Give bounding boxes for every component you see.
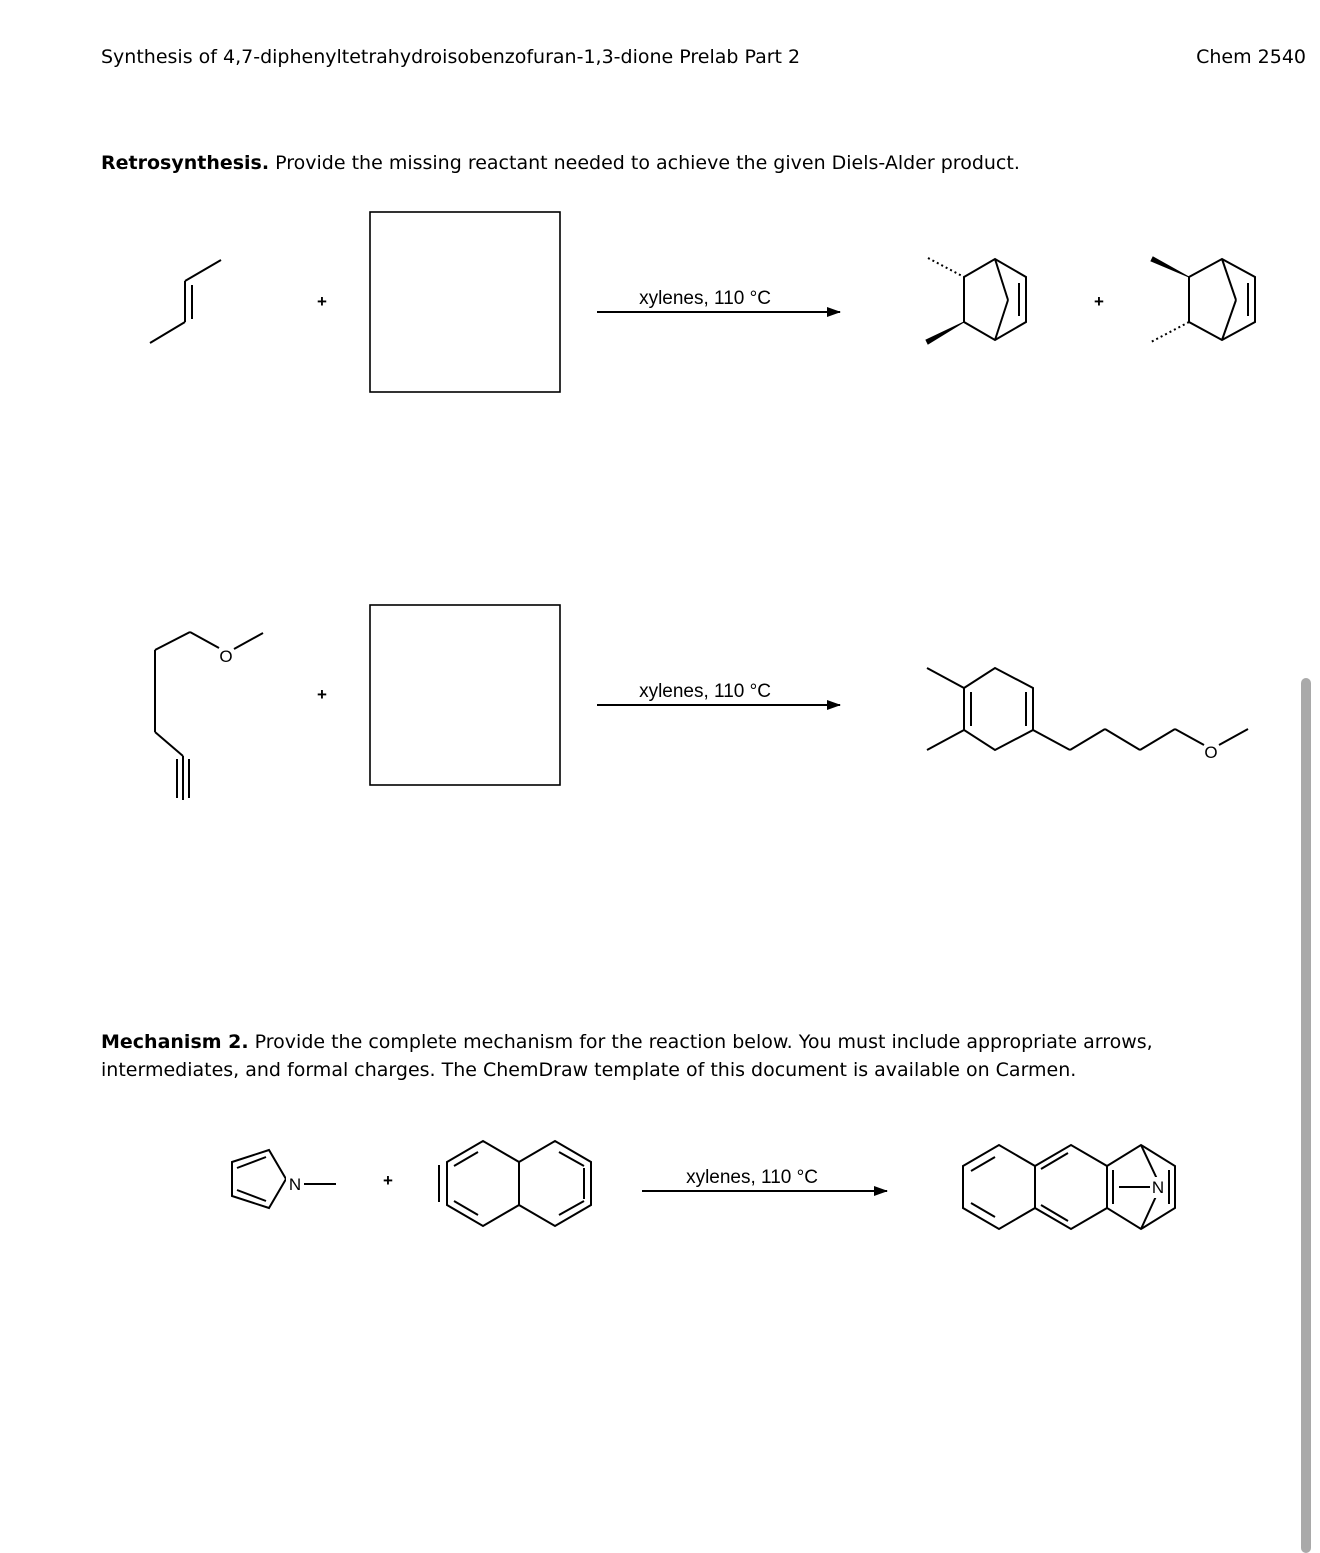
retrosynthesis-instruction: Provide the missing reactant needed to achieve the given Diels-Alder product. bbox=[275, 152, 1020, 174]
nitrogen-atom-label: N bbox=[288, 1175, 302, 1194]
reactant-n-methylpyrrole bbox=[232, 1150, 336, 1208]
reaction-conditions: xylenes, 110 °C bbox=[686, 1167, 818, 1188]
plus-sign: + bbox=[1094, 292, 1104, 311]
reaction-conditions: xylenes, 110 °C bbox=[639, 288, 771, 309]
document-title: Synthesis of 4,7-diphenyltetrahydroisobenzofuran-1,3-dione Prelab Part 2 bbox=[101, 46, 801, 68]
mechanism-instruction: Provide the complete mechanism for the reaction below. You must include appropriate arrows, intermediates, and formal charges. The ChemDraw template of this document is available on Carmen. bbox=[101, 1031, 1153, 1081]
missing-reactant-box-2[interactable] bbox=[370, 605, 560, 785]
mechanism-reaction bbox=[232, 1141, 1175, 1229]
plus-sign: + bbox=[317, 685, 327, 704]
reactant-2-butene bbox=[150, 260, 221, 343]
retrosynthesis-label: Retrosynthesis. bbox=[101, 152, 270, 174]
oxygen-atom-label: O bbox=[219, 647, 233, 666]
product-norbornene-isomer-2 bbox=[1151, 257, 1255, 342]
plus-sign: + bbox=[383, 1171, 393, 1190]
reaction-1 bbox=[150, 212, 1255, 392]
nitrogen-atom-label: N bbox=[1151, 1178, 1165, 1197]
course-label: Chem 2540 bbox=[1196, 46, 1306, 68]
reactant-alkynyl-ether bbox=[155, 632, 263, 800]
plus-sign: + bbox=[317, 292, 327, 311]
product-norbornene-isomer-1 bbox=[926, 258, 1026, 344]
reaction-2 bbox=[155, 605, 1248, 800]
oxygen-atom-label: O bbox=[1204, 743, 1218, 762]
reaction-conditions: xylenes, 110 °C bbox=[639, 681, 771, 702]
product-cyclohexene-ether bbox=[927, 668, 1248, 750]
vertical-scrollbar[interactable] bbox=[1301, 678, 1311, 1553]
missing-reactant-box-1[interactable] bbox=[370, 212, 560, 392]
reactant-benzyne bbox=[439, 1141, 591, 1226]
mechanism-label: Mechanism 2. bbox=[101, 1031, 249, 1053]
product-azabicyclic-adduct bbox=[963, 1145, 1175, 1229]
